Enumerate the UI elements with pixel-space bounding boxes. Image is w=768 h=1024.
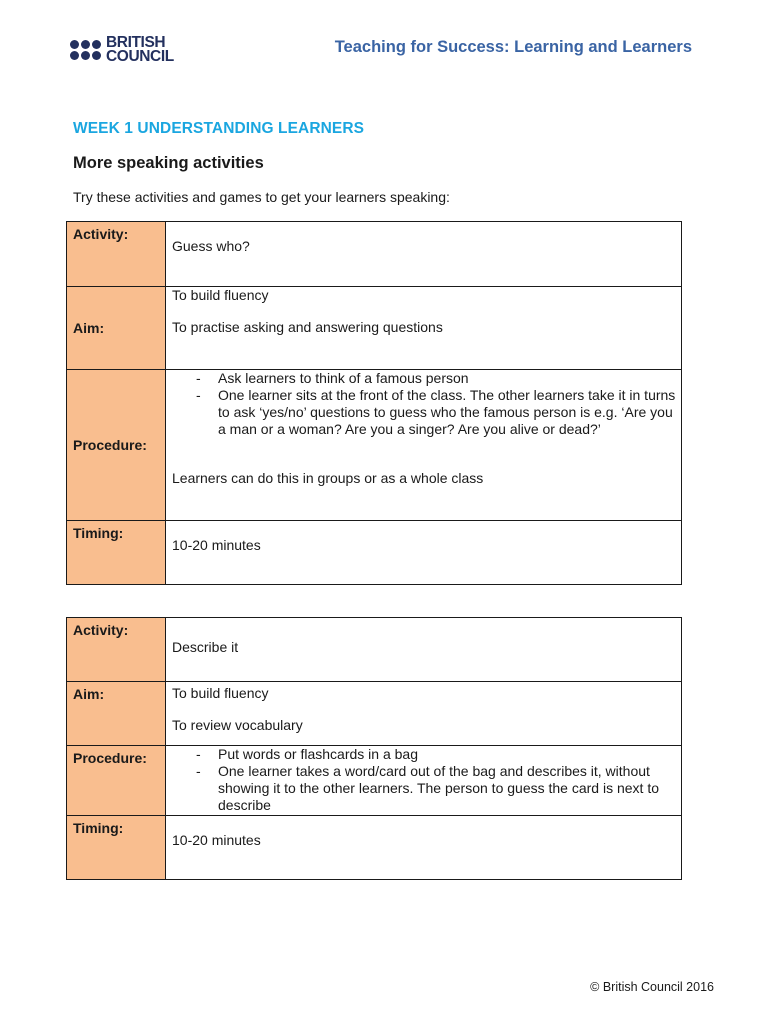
procedure-step: - Ask learners to think of a famous person <box>196 370 469 386</box>
procedure-row <box>67 746 682 816</box>
activity-name: Describe it <box>172 639 239 655</box>
logo-dots-icon <box>70 40 101 60</box>
week-heading: WEEK 1 UNDERSTANDING LEARNERS <box>73 120 365 137</box>
timing-value: 10-20 minutes <box>172 832 261 848</box>
aim-label: Aim: <box>67 682 166 746</box>
procedure-row <box>67 370 682 521</box>
procedure-note: Learners can do this in groups or as a whole class <box>172 470 484 486</box>
procedure-label: Procedure: <box>67 370 166 521</box>
aim-label: Aim: <box>67 287 166 370</box>
timing-label: Timing: <box>67 816 166 880</box>
activity-table-2 <box>66 617 682 880</box>
aim-item: To review vocabulary <box>172 717 303 733</box>
procedure-label: Procedure: <box>67 746 166 816</box>
timing-label: Timing: <box>67 521 166 585</box>
timing-row <box>67 521 682 585</box>
activity-row <box>67 618 682 682</box>
copyright-footer: © British Council 2016 <box>590 980 714 994</box>
timing-value: 10-20 minutes <box>172 537 261 553</box>
procedure-list <box>172 746 681 814</box>
logo-line-2: COUNCIL <box>106 48 174 65</box>
logo-line-1: BRITISH <box>106 34 166 51</box>
intro-text: Try these activities and games to get your learners speaking: <box>73 189 450 205</box>
procedure-step: - One learner sits at the front of the class. The other learners take it in turns to ask ‘yes/no’ questions to guess who the famous person is e.g. ‘Are you a man or a woman? Are you a singer? Are you alive or dead?’ <box>196 387 676 437</box>
document-header-title: Teaching for Success: Learning and Learners <box>334 38 692 56</box>
activity-label: Activity: <box>67 222 166 287</box>
procedure-step: - Put words or flashcards in a bag <box>196 746 418 762</box>
aim-item: To build fluency <box>172 287 269 303</box>
activity-label: Activity: <box>67 618 166 682</box>
activity-name: Guess who? <box>172 238 250 254</box>
aim-item: To practise asking and answering questions <box>172 319 443 335</box>
section-title: More speaking activities <box>73 154 264 172</box>
timing-row <box>67 816 682 880</box>
activity-row <box>67 222 682 287</box>
aim-row <box>67 287 682 370</box>
aim-item: To build fluency <box>172 685 269 701</box>
activity-table-1 <box>66 221 682 585</box>
procedure-list <box>172 370 681 438</box>
british-council-logo <box>70 36 174 64</box>
procedure-step: - One learner takes a word/card out of the bag and describes it, without showing it to the other learners. The person to guess the card is next to describe <box>196 763 659 813</box>
aim-row <box>67 682 682 746</box>
